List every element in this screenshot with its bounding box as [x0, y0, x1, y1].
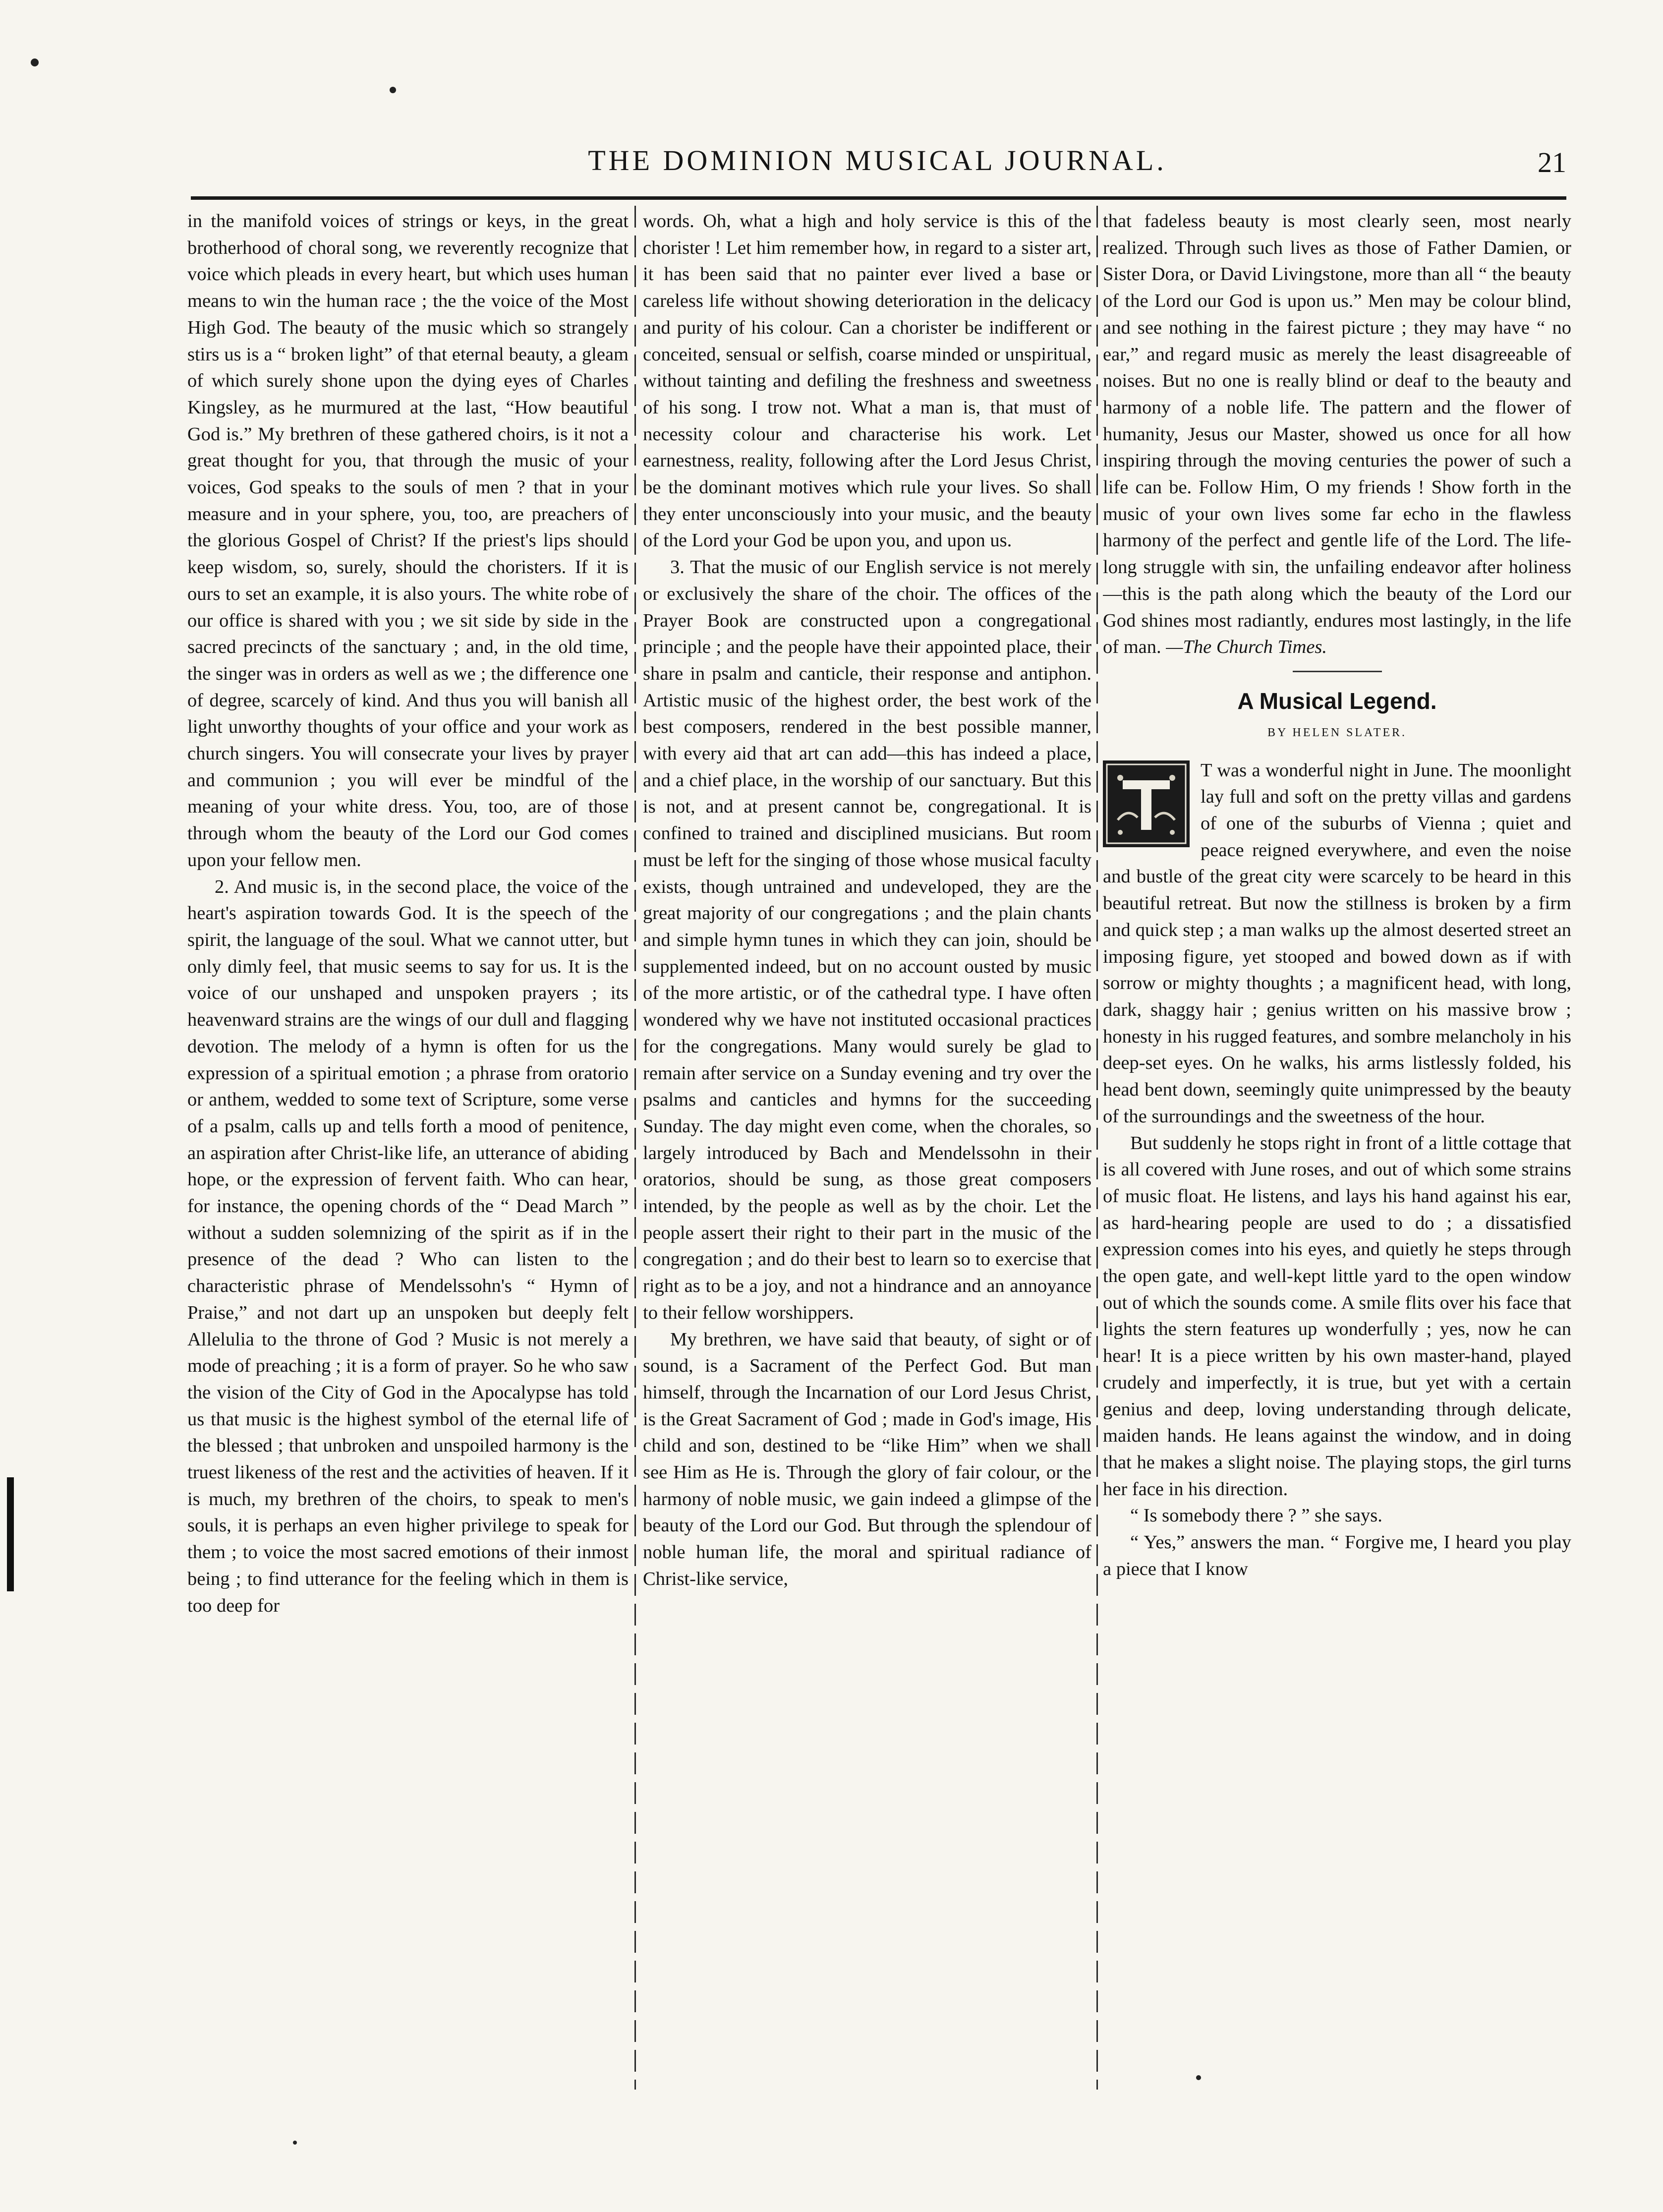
paragraph — [1103, 208, 1571, 661]
page-header — [188, 144, 1566, 198]
journal-title: THE DOMINION MUSICAL JOURNAL. — [588, 144, 1167, 176]
page-number: 21 — [1538, 146, 1566, 178]
paragraph: “ Yes,” answers the man. “ Forgive me, I heard you play a piece that I know — [1103, 1532, 1571, 1579]
paragraph: in the manifold voices of strings or keys, in the great brotherhood of choral song, we reverently recognize that voice which pleads in every heart, but which uses human means to win the human race ; the the voice of the Most High God. The beauty of the music which so strangely stirs us is a “ broken light” of that eternal beauty, a gleam of which surely shone upon the dying eyes of Charles Kingsley, as he murmured at the last, “How beautiful God is.” My brethren of these gathered choirs, is it not a great thought for you, that through the music of your voices, God speaks to the souls of men ? that in your measure and in your sphere, you, too, are preachers of the glorious Gospel of Christ? If the priest's lips should keep wisdom, so, surely, should the choristers. If it is ours to set an example, it is also yours. The white robe of our office is shared with you ; we sit side by side in the sacred precincts of the sanctuary ; and, in the old time, the singer was in orders as well as we ; the difference one of degree, scarcely of kind. And thus you will banish all light unworthy thoughts of your office and your work as church singers. You will consecrate your lives by prayer and communion ; you will ever be mindful of the meaning of your white dress. You, too, are of those through whom the beauty of the Lord our God comes upon your fellow men. — [187, 211, 629, 871]
drop-cap-ornament-icon — [1103, 760, 1190, 847]
scan-speck — [31, 58, 39, 66]
scan-margin-mark — [7, 1477, 14, 1591]
paragraph: words. Oh, what a high and holy service is this of the chorister ! Let him remember how, in regard to a sister art, it has been said that no painter ever lived a base or careless life without showing deterioration in the delicacy and purity of his colour. Can a chorister be indifferent or conceited, sensual or selfish, coarse minded or unspiritual, without tainting and defiling the freshness and sweetness of his song. I trow not. What a man is, that must of necessity colour and characterise his work. Let earnestness, reality, following after the Lord Jesus Christ, be the dominant motives which rule your lives. So shall they enter unconsciously into your music, and the beauty of the Lord your God be upon you, and upon us. — [643, 211, 1091, 551]
paragraph: My brethren, we have said that beauty, of sight or of sound, is a Sacrament of the Perfect God. But man himself, through the Incarnation of our Lord Jesus Christ, is the Great Sacrament of God ; made in God's image, His child and son, destined to be “like Him” when we shall see Him as He is. Through the glory of fair colour, or the harmony of noble music, we gain indeed a glimpse of the beauty of the Lord our God. But through the splendour of noble human life, the moral and spiritual radiance of Christ-like service, — [643, 1329, 1091, 1589]
text-column-3 — [1103, 208, 1571, 2087]
article-title: A Musical Legend. — [1237, 688, 1437, 714]
paragraph: But suddenly he stops right in front of a little cottage that is all covered with June roses, and out of which some strains of music float. He listens, and lays his hand against his ear, as hard-hearing people are used to do ; a dissatisfied expression comes into his eyes, and quietly he steps through the open gate, and well-kept little yard to the open window out of which the sounds come. A smile flits over his face that lights the stern features up wonderfully ; yes, now he can hear! It is a piece written by his own master-hand, played crudely and imperfectly, it is true, but yet with a certain genius and deep, loving understanding through delicate, maiden hands. He leans against the window, and in doing that he makes a slight noise. The playing stops, the girl turns her face in his direction. — [1103, 1132, 1571, 1500]
paragraph — [1103, 757, 1571, 1130]
column-divider — [1096, 206, 1098, 2090]
scan-speck — [390, 87, 396, 93]
text-column-2 — [643, 208, 1091, 2087]
header-rule — [191, 196, 1566, 200]
paragraph: 3. That the music of our English service is not merely or exclusively the share of the choir. The offices of the Prayer Book are constructed upon a congregational principle ; and the people have their appointed place, their share in psalm and canticle, their response and antiphon. Artistic music of the highest order, the best work of the best composers, rendered in the best possible manner, with every aid that art can add—this has indeed a place, and a chief place, in the worship of our sanctuary. But this is not, and at present cannot be, congregational. It is confined to trained and disciplined musicians. But room must be left for the singing of those whose musical faculty exists, though untrained and undeveloped, they are the great majority of our congregations ; and the plain chants and simple hymn tunes in which they can join, should be supplemented indeed, but on no account ousted by music of the more artistic, or of the cathedral type. I have often wondered why we have not instituted occasional practices for the congregations. Many would surely be glad to remain after service on a Sunday evening and try over the psalms and canticles and hymns for the succeeding Sunday. The day might even come, when the chorales, so largely introduced by Bach and Mendelssohn in their oratorios, should be sung, as those great composers intended, by the people as well as by the choir. Let the people assert their right to their part in the music of the congregation ; and do their best to learn so to exercise that right as to be a joy, and not a hindrance and an annoyance to their fellow worshippers. — [643, 557, 1091, 1323]
text-column-1 — [187, 208, 629, 2087]
scan-speck — [293, 2141, 297, 2145]
article-byline: BY HELEN SLATER. — [1267, 726, 1407, 739]
column-divider — [634, 206, 636, 2090]
paragraph: 2. And music is, in the second place, the voice of the heart's aspiration towards God. It is the speech of the spirit, the language of the soul. What we cannot utter, but only dimly feel, that music seems to say for us. It is the voice of our unshaped and unspoken prayers ; its heavenward strains are the wings of our dull and flagging devotion. The melody of a hymn is often for us the expression of a spiritual emotion ; a phrase from oratorio or anthem, wedded to some text of Scripture, some verse of a psalm, calls up and tells forth a mood of penitence, an aspiration after Christ-like life, an utterance of abiding hope, or the expression of fervent faith. Who can hear, for instance, the opening chords of the “ Dead March ” without a sudden solemnizing of the spirit as if in the presence of the dead ? Who can listen to the characteristic phrase of Mendelssohn's “ Hymn of Praise,” and not dart up an unspoken but deeply felt Allelulia to the throne of God ? Music is not merely a mode of preaching ; it is a form of prayer. So he who saw the vision of the City of God in the Apocalypse has told us that music is the highest symbol of the eternal life of the blessed ; that unbroken and unspoiled harmony is the truest likeness of the rest and the activities of heaven. If it is much, my brethren of the choirs, to speak to men's souls, it is perhaps an even higher privilege to speak for them ; to voice the most sacred emotions of their inmost being ; to find utterance for the feeling which in them is too deep for — [187, 876, 629, 1616]
section-divider — [1293, 671, 1382, 672]
paragraph-text: T was a wonderful night in June. The moonlight lay full and soft on the pretty villas and gardens of one of the suburbs of Vienna ; quiet and peace reigned everywhere, and even the noise and bustle of the great city were scarcely to be heard in this beautiful retreat. But now the stillness is broken by a firm and quick step ; a man walks up the almost deserted street an imposing figure, yet stooped and bowed down as if with sorrow or mighty thoughts ; a magnificent head, with long, dark, shaggy hair ; genius written on his massive brow ; honesty in his rugged features, and sombre melancholy in his deep-set eyes. On he walks, his arms listlessly folded, his head bent down, seemingly quite unimpressed by the beauty of the surroundings and the sweetness of the hour. — [1103, 759, 1571, 1127]
paragraph-text: that fadeless beauty is most clearly seen, most nearly realized. Through such lives as those of Father Damien, or Sister Dora, or David Livingstone, more than all “ the beauty of the Lord our God is upon us.” Men may be colour blind, and see nothing in the fairest picture ; they may have “ no ear,” and regard music as merely the least disagreeable of noises. But no one is really blind or deaf to the beauty and harmony of a noble life. The pattern and the flower of humanity, Jesus our Master, showed us once for all how inspiring through the moving centuries the power of such a life can be. Follow Him, O my friends ! Show forth in the music of your own lives some far echo in the flawless harmony of the perfect and gentle life of the Lord. The life-long struggle with sin, the unfailing endeavor after holiness—this is the path along which the beauty of the Lord our God shines most radiantly, endures most lastingly, in the life of man. — [1103, 211, 1571, 658]
article-source: —The Church Times. — [1166, 637, 1327, 658]
paragraph: “ Is somebody there ? ” she says. — [1130, 1505, 1382, 1526]
